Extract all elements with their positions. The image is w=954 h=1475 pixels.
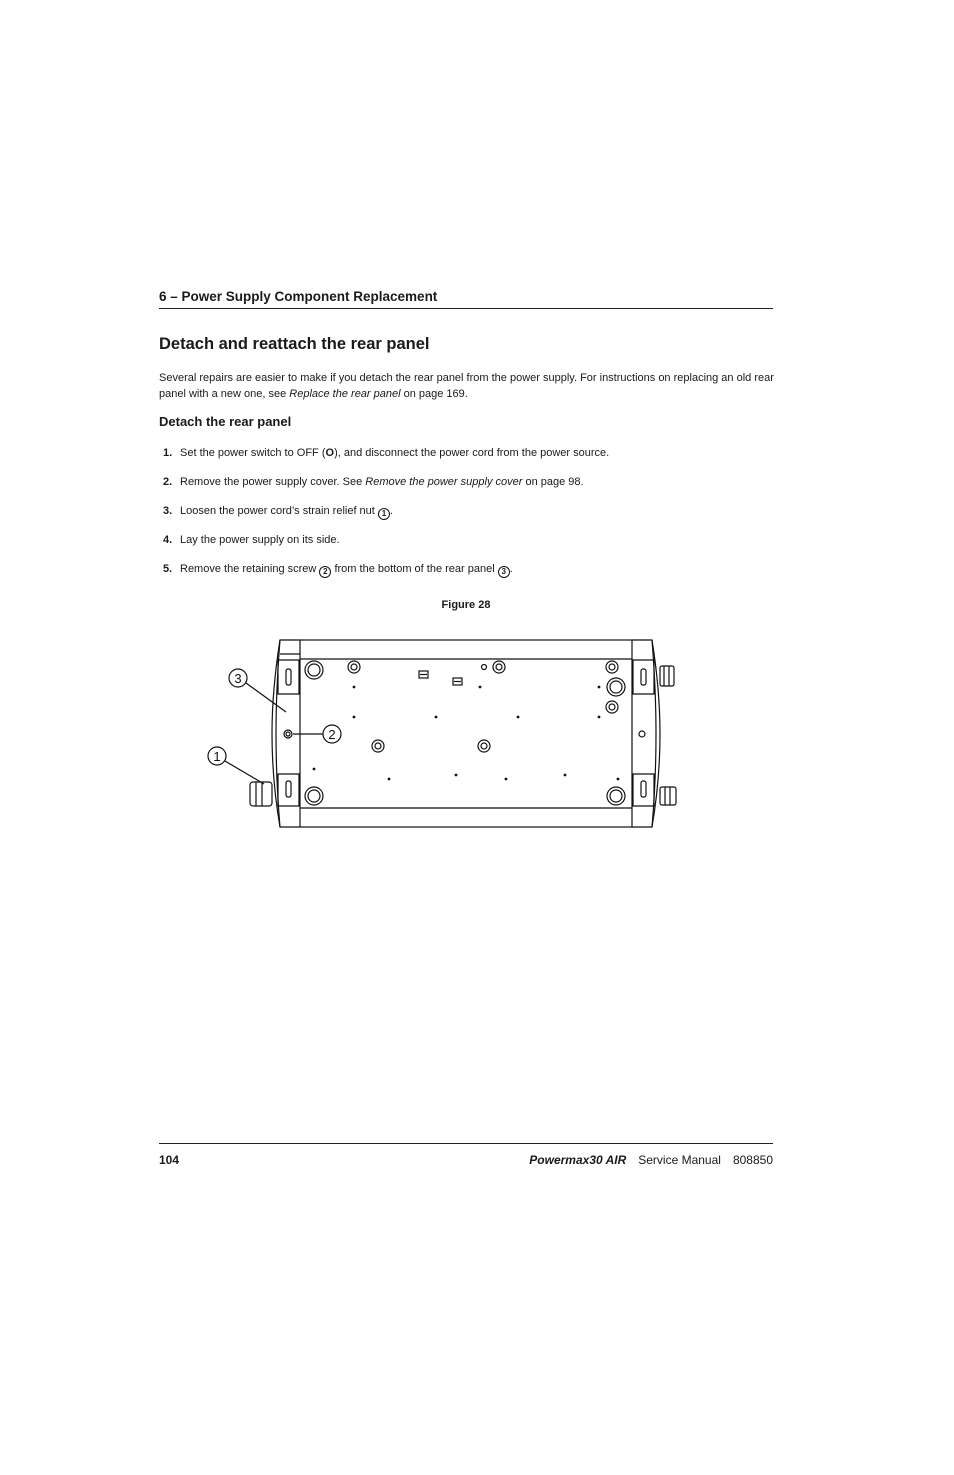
power-supply-bottom-view-illustration	[200, 630, 700, 835]
header-rule	[159, 308, 773, 309]
step-4	[163, 533, 340, 547]
step-text: Lay the power supply on its side.	[180, 534, 340, 546]
figure-callout-1: 1	[213, 749, 221, 764]
step-text: from the bottom of the rear panel	[331, 563, 498, 575]
footer-doc-info	[529, 1153, 773, 1167]
figure-callout-3: 3	[234, 671, 242, 686]
step-bold-text: O	[325, 447, 335, 459]
intro-text: Several repairs are easier to make if you detach the rear panel from the power supply. For instructions on replacing an old rear panel with a new one, see	[159, 372, 774, 400]
step-1	[163, 446, 609, 460]
product-name: Powermax30 AIR	[529, 1153, 627, 1167]
step-2	[163, 475, 584, 489]
step-5	[163, 562, 513, 578]
step-number: 3.	[163, 505, 173, 517]
figure-callout-2: 2	[328, 727, 336, 742]
step-text: Remove the retaining screw	[180, 563, 320, 575]
step-text: Remove the power supply cover. See	[180, 476, 366, 488]
step-text: .	[509, 563, 513, 575]
subsection-title: Detach the rear panel	[159, 414, 292, 429]
intro-text-end: on page 169.	[400, 387, 468, 400]
callout-badge: 3	[498, 566, 510, 578]
intro-paragraph	[159, 371, 774, 402]
step-number: 5.	[163, 563, 173, 575]
step-text: .	[389, 505, 393, 517]
figure-caption: Figure 28	[441, 599, 491, 611]
step-link[interactable]: Remove the power supply cover	[365, 476, 523, 488]
chapter-header: 6 – Power Supply Component Replacement	[159, 289, 438, 304]
step-number: 1.	[163, 447, 173, 459]
intro-link[interactable]: Replace the rear panel	[289, 387, 401, 400]
step-3	[163, 504, 393, 520]
page-number: 104	[159, 1153, 180, 1167]
callout-badge: 1	[378, 508, 390, 520]
part-number: 808850	[732, 1153, 773, 1167]
section-title: Detach and reattach the rear panel	[159, 335, 430, 353]
rear-panel-figure	[200, 630, 700, 840]
footer-rule	[159, 1143, 773, 1144]
step-number: 4.	[163, 534, 173, 546]
step-text: ), and disconnect the power cord from the power source.	[334, 447, 610, 459]
step-text: on page 98.	[522, 476, 584, 488]
step-number: 2.	[163, 476, 173, 488]
callout-badge: 2	[319, 566, 331, 578]
step-text: Set the power switch to OFF (	[180, 447, 326, 459]
manual-type: Service Manual	[638, 1153, 721, 1167]
step-text: Loosen the power cord’s strain relief nut	[180, 505, 378, 517]
